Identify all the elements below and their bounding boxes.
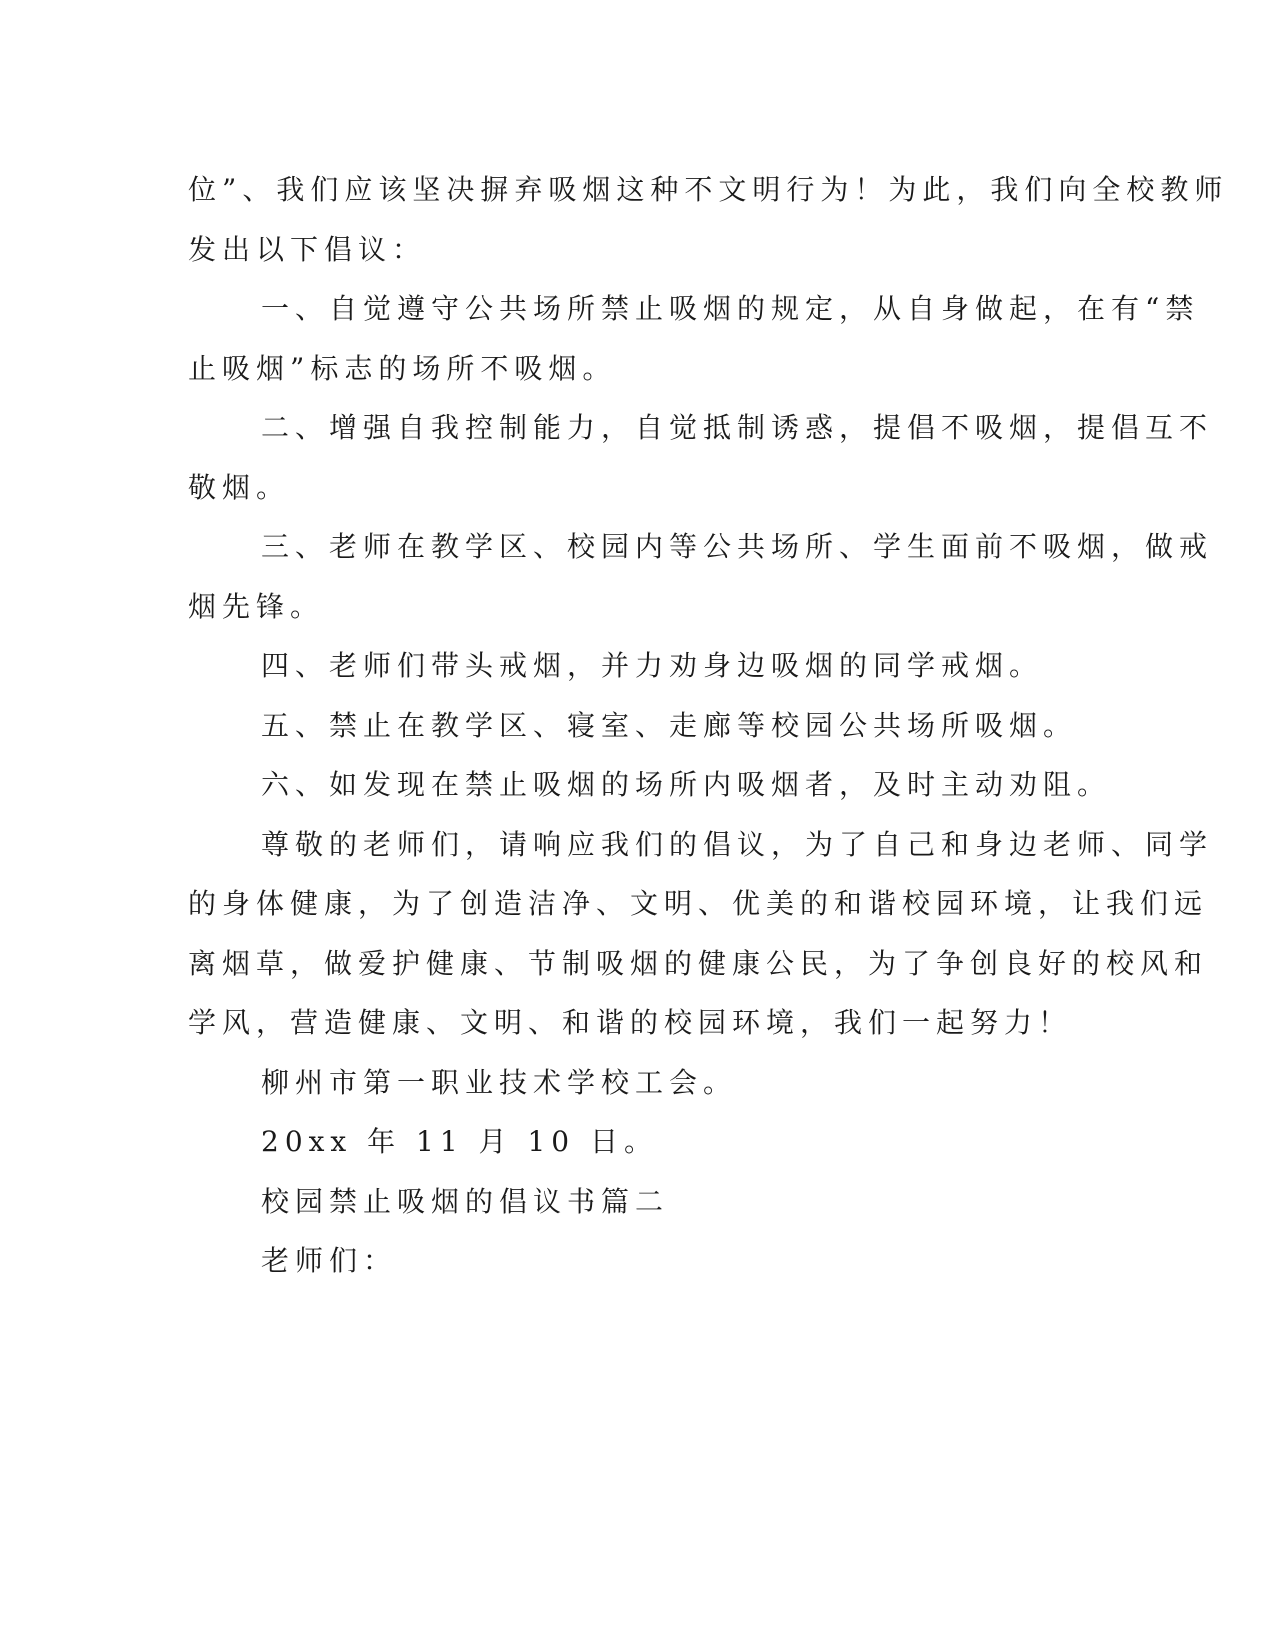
text-line: 敬烟。 [188,470,291,504]
text-line: 学风，营造健康、文明、和谐的校园环境，我们一起努力！ [188,1006,1073,1039]
text-line: 四、老师们带头戒烟，并力劝身边吸烟的同学戒烟。 [261,649,1044,682]
text-line: 止吸烟”标志的场所不吸烟。 [188,351,617,385]
text-line: 的身体健康，为了创造洁净、文明、优美的和谐校园环境，让我们远 [188,887,1209,920]
text-line: 离烟草，做爱护健康、节制吸烟的健康公民，为了争创良好的校风和 [188,946,1209,980]
document-body [188,160,1229,1291]
text-line: 二、增强自我控制能力，自觉抵制诱惑，提倡不吸烟，提倡互不 [261,411,1214,444]
text-line: 三、老师在教学区、校园内等公共场所、学生面前不吸烟，做戒 [261,530,1214,563]
text-line: 五、禁止在教学区、寝室、走廊等校园公共场所吸烟。 [261,708,1078,742]
text-line: 烟先锋。 [188,589,325,623]
date-line: 20xx 年 11 月 10 日。 [261,1125,658,1158]
text-line: 一、自觉遵守公共场所禁止吸烟的规定，从自身做起，在有“禁 [261,292,1200,325]
signature-line: 柳州市第一职业技术学校工会。 [261,1065,738,1099]
text-line: 位”、我们应该坚决摒弃吸烟这种不文明行为！为此，我们向全校教师 [188,173,1229,206]
text-line: 六、如发现在禁止吸烟的场所内吸烟者，及时主动劝阻。 [261,768,1112,801]
text-line: 发出以下倡议： [188,232,427,266]
salutation-line: 老师们： [261,1244,398,1277]
text-line: 尊敬的老师们，请响应我们的倡议，为了自己和身边老师、同学 [261,827,1214,861]
section-heading: 校园禁止吸烟的倡议书篇二 [261,1184,670,1218]
